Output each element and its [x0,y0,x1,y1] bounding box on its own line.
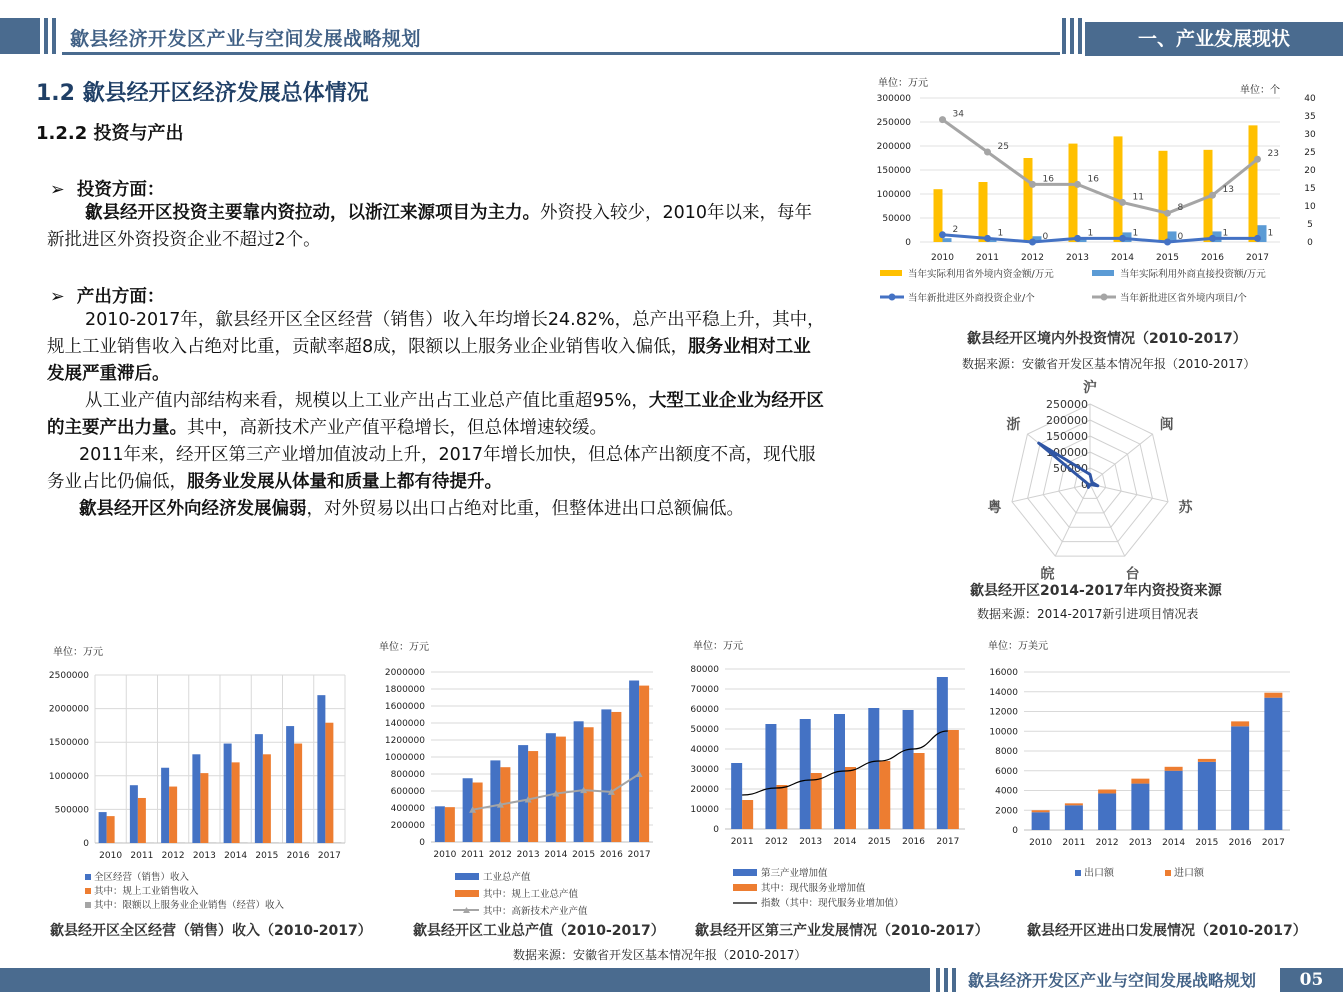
x-tick-label: 2010 [99,851,123,861]
revenue-chart [45,638,365,918]
y-tick-label: 10000 [989,727,1018,738]
x-tick-label: 2014 [224,851,248,861]
footer-stripe [944,968,948,992]
bar [107,816,115,843]
line-point [1074,181,1081,188]
line-point [1209,235,1216,242]
stacked-bar [1264,698,1282,830]
stacked-bar [1231,721,1249,726]
radar-tick-label: 200000 [1046,414,1088,427]
y-tick-label: 0 [1012,826,1018,836]
radar-chart-source: 数据来源：2014-2017新引进项目情况表 [977,607,1199,621]
radar-tick-label: 50000 [1053,462,1088,475]
legend-swatch [733,884,757,891]
x-tick-label: 2012 [1021,253,1044,263]
y-tick-label: 80000 [690,665,719,675]
legend-label: 当年新批进区省外境内项目/个 [1120,293,1247,304]
radar-chart [987,372,1193,583]
x-tick-label: 2012 [161,851,185,861]
y-tick-label: 100000 [876,190,911,200]
bar [979,182,988,242]
bar [200,773,208,843]
x-tick-label: 2012 [1095,838,1119,848]
bar [99,812,107,843]
y-tick-label: 1600000 [384,702,425,712]
data-label: 34 [952,109,964,120]
y-tick-label: 2000000 [384,668,425,678]
bar [639,686,649,842]
x-tick-label: 2016 [286,851,310,861]
investment-heading: ➢ 投资方面： [50,180,165,200]
sub-title: 1.2.2 投资与产出 [36,123,184,144]
y-tick-label: 2500000 [48,671,89,681]
x-tick-label: 2017 [627,850,651,860]
data-label: 23 [1267,149,1279,160]
y-tick-label: 1400000 [384,719,425,729]
x-tick-label: 2017 [1261,838,1285,848]
investment-chart-caption: 歙县经开区境内外投资情况（2010-2017） [967,331,1247,347]
line-point [1074,235,1081,242]
data-label: 8 [1177,203,1184,214]
x-tick-label: 2010 [1029,838,1053,848]
data-label: 1 [1222,228,1229,239]
legend-label: 第三产业增加值 [761,868,828,879]
line-point [1254,156,1261,163]
bar [518,745,528,842]
legend-label: 出口额 [1084,868,1114,879]
line-point [1029,239,1036,246]
y-tick-label: 0 [713,825,719,835]
radar-axis-label: 闽 [1159,416,1174,433]
y-tick-label: 60000 [690,705,719,715]
x-tick-label: 2014 [544,850,568,860]
legend-swatch [1075,870,1081,876]
y-tick-label: 2000000 [48,704,89,715]
bar [1024,158,1033,242]
legend-label: 工业总产值 [483,872,531,883]
radar-spoke [1055,484,1090,556]
bar [742,800,753,829]
bar [263,754,271,843]
x-tick-label: 2015 [572,850,596,860]
bar [161,768,169,843]
tertiary-chart [685,632,975,918]
stacked-bar [1131,779,1149,784]
unit-label: 单位：万元 [379,642,429,653]
x-tick-label: 2015 [1195,838,1219,848]
line-point [1119,199,1126,206]
footer-bar [0,965,1343,1007]
footer-stripe [952,968,956,992]
x-tick-label: 2014 [1111,253,1134,263]
y-tick-label: 1500000 [48,738,89,749]
unit-label: 单位：万美元 [988,641,1048,652]
y-tick-label: 50000 [882,214,911,224]
y-tick-label: 0 [419,838,425,848]
data-label: 1 [1132,228,1139,239]
bar [1114,136,1123,242]
stacked-bar [1098,790,1116,794]
industry-output-chart-caption: 歙县经开区工业总产值（2010-2017） [413,923,665,939]
investment-paragraph: 歙县经开区投资主要靠内资拉动，以浙江来源项目为主力。外资投入较少，2010年以来，每年新批进区外资投资企业不超过2个。 [47,203,813,250]
y2-tick-label: 10 [1304,202,1316,212]
legend-label: 指数（其中：现代服务业增加值） [761,898,904,909]
footer-stripe [936,968,940,992]
y-tick-label: 10000 [690,805,719,815]
x-tick-label: 2017 [1246,253,1269,263]
bar [169,787,177,843]
radar-tick-label: 100000 [1046,446,1088,459]
bar [584,727,594,842]
x-tick-label: 2017 [317,851,341,861]
legend-label: 其中：现代服务业增加值 [761,883,866,894]
unit-label: 单位：万元 [53,647,103,658]
stacked-bar [1198,762,1216,830]
output-paragraph-4: 歙县经开区外向经济发展偏弱，对外贸易以出口占绝对比重，但整体进出口总额偏低。 [79,499,744,519]
radar-axis-label: 粤 [987,499,1002,516]
legend-label: 其中：规上工业销售收入 [94,886,199,897]
industry-output-chart [375,632,675,918]
x-tick-label: 2013 [192,851,216,861]
bar [546,733,556,842]
y-tick-label: 0 [905,238,911,248]
bar [317,695,325,843]
line-point [939,231,946,238]
legend-swatch [1092,270,1114,276]
header-underline [62,52,1060,55]
y2-tick-label: 30 [1304,130,1316,140]
bar [130,785,138,843]
radar-axis-label: 台 [1125,566,1140,583]
bar [574,721,584,842]
bottom-source: 数据来源：安徽省开发区基本情况年报（2010-2017） [513,948,807,962]
legend-swatch [1101,294,1108,301]
bar [192,754,200,843]
header-title: 歙县经济开发区产业与空间发展战略规划 [70,28,422,50]
data-label: 25 [997,142,1009,152]
y2-tick-label: 25 [1304,148,1316,158]
data-label: 1 [997,228,1004,239]
x-tick-label: 2015 [867,837,891,847]
x-tick-label: 2011 [130,851,154,861]
bar [948,730,959,829]
y-tick-label: 600000 [390,787,425,797]
line-point [1254,235,1261,242]
radar-spoke [1090,484,1125,556]
data-label: 16 [1087,174,1099,185]
x-tick-label: 2014 [833,837,857,847]
y-tick-label: 50000 [690,725,719,735]
legend-swatch [85,874,91,880]
x-tick-label: 2016 [599,850,623,860]
bar [138,798,146,843]
unit-label: 单位：万元 [693,641,743,652]
data-label: 1 [1267,228,1274,239]
bar [868,708,879,829]
y-tick-label: 1800000 [384,685,425,695]
bar [445,807,455,842]
y-tick-label: 30000 [690,765,719,775]
radar-axis-label: 皖 [1040,566,1055,583]
bar [255,734,263,843]
data-label: 0 [1042,232,1049,242]
y-tick-label: 40000 [690,745,719,755]
legend-label: 其中：限额以上服务业企业销售（经营）收入 [94,900,285,911]
stacked-bar [1264,693,1282,698]
legend-swatch [880,270,902,276]
bar [286,726,294,843]
x-tick-label: 2010 [433,850,457,860]
y2-tick-label: 40 [1304,94,1316,104]
bullet-arrow-icon: ➢ [50,180,77,200]
stacked-bar [1098,793,1116,830]
stacked-bar [1065,803,1083,805]
stacked-bar [1032,812,1050,830]
x-tick-label: 2016 [902,837,926,847]
unit-label-right: 单位：个 [1240,85,1280,96]
x-tick-label: 2012 [764,837,788,847]
bar [611,712,621,842]
bar [333,842,341,843]
radar-axis-label: 浙 [1006,416,1021,433]
stacked-bar [1131,784,1149,830]
data-label: 2 [952,224,959,235]
header-stripe [1078,18,1082,54]
legend-swatch [455,890,479,897]
x-tick-label: 2017 [936,837,960,847]
x-tick-label: 2016 [1201,253,1224,263]
y2-tick-label: 5 [1307,220,1313,230]
legend-label: 当年实际利用外商直接投资额/万元 [1120,269,1266,280]
bar [294,744,302,843]
bar [629,681,639,843]
stacked-bar [1165,771,1183,830]
header-bar [0,0,1343,60]
line-point [939,116,946,123]
x-tick-label: 2015 [255,851,279,861]
legend-label: 全区经营（销售）收入 [94,872,190,883]
y-tick-label: 300000 [876,94,911,104]
bar [435,806,445,842]
y-tick-label: 70000 [690,685,719,695]
y-tick-label: 20000 [690,785,719,795]
y2-tick-label: 0 [1307,238,1313,248]
data-label: 11 [1132,192,1144,203]
x-tick-label: 2013 [1128,838,1152,848]
bar [232,762,240,843]
investment-chart-source: 数据来源：安徽省开发区基本情况年报（2010-2017） [962,357,1256,371]
y2-tick-label: 15 [1304,184,1316,194]
stacked-bar [1065,805,1083,830]
unit-label-left: 单位：万元 [878,78,928,89]
footer-bar-left [0,968,930,992]
bullet-arrow-icon: ➢ [50,287,77,307]
x-tick-label: 2013 [1066,253,1089,263]
header-stripe [52,18,56,54]
bar [224,744,232,843]
x-tick-label: 2012 [488,850,512,860]
x-tick-label: 2015 [1156,253,1179,263]
bar [937,677,948,829]
output-paragraph-1: 2010-2017年，歙县经开区全区经营（销售）收入年均增长24.82%，总产出平稳上升，其中，规上工业销售收入占绝对比重，贡献率超8成，限额以上服务业企业销售收入偏低，服务业相对工业发展严重滞后。 [47,310,825,384]
footer-title: 歙县经济开发区产业与空间发展战略规划 [968,971,1257,990]
stacked-bar [1198,759,1216,762]
y-tick-label: 200000 [390,821,425,831]
y-tick-label: 2000 [995,806,1018,817]
legend-swatch [85,888,91,894]
line-point [1209,192,1216,199]
x-tick-label: 2011 [976,253,999,263]
x-tick-label: 2011 [461,850,485,860]
legend-swatch [455,873,479,880]
radar-tick-label: 0 [1081,478,1088,491]
bar [1069,144,1078,242]
legend-label: 其中：规上工业总产值 [483,889,579,900]
y-tick-label: 0 [83,839,89,849]
radar-tick-label: 250000 [1046,398,1088,411]
x-tick-label: 2014 [1162,838,1186,848]
y2-tick-label: 20 [1304,166,1316,176]
y-tick-label: 14000 [989,687,1018,698]
trade-chart-caption: 歙县经开区进出口发展情况（2010-2017） [1027,923,1307,939]
bar [914,753,925,829]
bar [765,724,776,829]
revenue-chart-caption: 歙县经开区全区经营（销售）收入（2010-2017） [50,923,372,939]
data-label: 16 [1042,174,1054,185]
investment-chart [870,70,1340,320]
legend-swatch [889,294,896,301]
y-tick-label: 150000 [876,166,911,176]
legend-label: 进口额 [1174,868,1204,879]
x-tick-label: 2013 [799,837,823,847]
legend-label: 其中：高新技术产业产值 [483,906,588,917]
legend-label: 当年新批进区外商投资企业/个 [908,293,1035,304]
bar [731,763,742,829]
bar [1159,151,1168,242]
data-label: 13 [1222,185,1234,196]
y-tick-label: 500000 [54,805,89,816]
x-tick-label: 2011 [1062,838,1086,848]
bar [845,767,856,829]
y2-tick-label: 35 [1304,112,1316,122]
header-stripe [1070,18,1074,54]
bar [903,710,914,829]
bar [800,719,811,829]
y-tick-label: 8000 [995,747,1018,757]
x-tick-label: 2013 [516,850,540,860]
legend-swatch [85,902,91,908]
bar [776,785,787,829]
y-tick-label: 1200000 [384,736,425,746]
bar [325,723,333,843]
y-tick-label: 200000 [876,142,911,152]
bar [528,751,538,842]
stacked-bar [1231,726,1249,830]
line-point [1029,181,1036,188]
data-label: 1 [1087,228,1094,239]
y-tick-label: 250000 [876,118,911,128]
bar [556,737,566,842]
header-stripe [1062,18,1066,54]
section-tag: 一、产业发展现状 [1085,22,1343,56]
y-tick-label: 16000 [989,668,1018,678]
legend-swatch [1165,870,1171,876]
section-title: 1.2 歙县经开区经济发展总体情况 [36,81,369,106]
x-tick-label: 2011 [730,837,754,847]
legend-label: 当年实际利用省外境内资金额/万元 [908,269,1054,280]
bar [943,238,952,242]
y-tick-label: 1000000 [384,753,425,763]
y-tick-label: 400000 [390,804,425,814]
bar [490,760,500,842]
bar [1249,125,1258,242]
y-tick-label: 12000 [989,707,1018,718]
bar [811,773,822,829]
line-point [1164,210,1171,217]
line-point [1164,239,1171,246]
output-paragraph-3: 2011年来，经开区第三产业增加值波动上升，2017年增长加快，但总体产出额度不高，现代服务业占比仍偏低，服务业发展从体量和质量上都有待提升。 [47,445,816,492]
radar-chart-caption: 歙县经开区2014-2017年内资投资来源 [970,583,1222,599]
radar-axis-label: 苏 [1178,499,1193,516]
line-point [984,235,991,242]
tertiary-chart-caption: 歙县经开区第三产业发展情况（2010-2017） [695,923,989,939]
x-tick-label: 2016 [1228,838,1252,848]
line-point [1119,235,1126,242]
y-tick-label: 1000000 [48,771,89,782]
legend-swatch [733,869,757,876]
bar [879,761,890,829]
stacked-bar [1165,767,1183,771]
line-point [984,149,991,156]
y-tick-label: 6000 [995,766,1018,777]
output-paragraph-2: 从工业产值内部结构来看，规模以上工业产出占工业总产值比重超95%，大型工业企业为经开区的主要产出力量。其中，高新技术产业产值平稳增长，但总体增速较缓。 [47,391,824,438]
stacked-bar [1032,810,1050,812]
data-label: 0 [1177,232,1184,242]
y-tick-label: 4000 [995,786,1018,797]
bar [601,709,611,842]
trade-chart [980,632,1300,882]
page-number: 05 [1299,970,1324,990]
y-tick-label: 800000 [390,770,425,780]
header-block-left [0,18,40,54]
header-stripe [44,18,48,54]
x-tick-label: 2010 [931,253,954,263]
output-heading: ➢ 产出方面： [50,287,165,307]
radar-tick-label: 150000 [1046,430,1088,443]
radar-axis-label: 沪 [1083,380,1097,396]
